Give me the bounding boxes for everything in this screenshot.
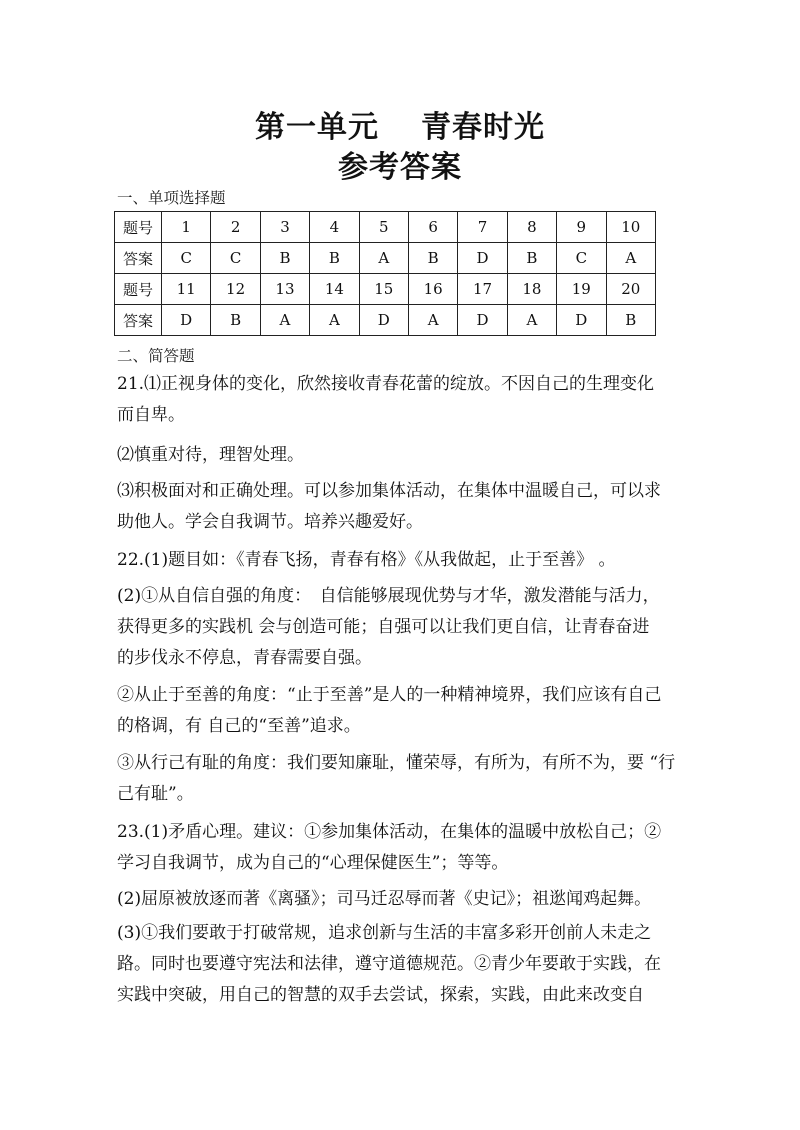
text-line: 的步伐永不停息，青春需要自强。 <box>117 648 372 668</box>
unit-number: 第一单元 <box>255 110 379 145</box>
table-cell: A <box>310 305 359 336</box>
text-line: 22.(1)题目如：《青春飞扬，青春有格》《从我做起，止于至善》 。 <box>117 550 616 570</box>
q23-answer-3 <box>117 918 685 1011</box>
text-line: 助他人。学会自我调节。培养兴趣爱好。 <box>117 512 423 532</box>
table-cell: 20 <box>606 274 655 305</box>
text-line: ⑵慎重对待，理智处理。 <box>117 445 304 465</box>
text-line: 实践中突破，用自己的智慧的双手去尝试，探索，实践，由此来改变自 <box>117 985 644 1005</box>
table-cell: 1 <box>162 212 211 243</box>
q22-answer-3 <box>117 680 685 742</box>
text-line: 获得更多的实践机 会与创造可能；自强可以让我们更自信，让青春奋进 <box>117 617 650 637</box>
section-heading-choice: 一、单项选择题 <box>117 189 226 207</box>
q21-answer-3 <box>117 476 685 538</box>
q22-answer-2 <box>117 581 685 674</box>
text-line: ⑶积极面对和正确处理。可以参加集体活动，在集体中温暖自己，可以求 <box>117 481 661 501</box>
table-row <box>115 274 656 305</box>
table-cell: B <box>408 243 457 274</box>
table-cell: D <box>162 305 211 336</box>
table-cell: B <box>507 243 556 274</box>
text-line: (2)屈原被放逐而著《离骚》；司马迁忍辱而著《史记》；祖逖闻鸡起舞。 <box>117 889 652 909</box>
text-line: 路。同时也要遵守宪法和法律，遵守道德规范。②青少年要敢于实践，在 <box>117 954 661 974</box>
row-header: 题号 <box>115 274 162 305</box>
table-cell: 8 <box>507 212 556 243</box>
table-cell: B <box>211 305 260 336</box>
row-header: 答案 <box>115 243 162 274</box>
table-cell: B <box>260 243 309 274</box>
answer-key-title: 参考答案 <box>338 150 462 185</box>
q21-answer-1 <box>117 369 685 431</box>
text-line: 23.(1)矛盾心理。建议：①参加集体活动，在集体的温暖中放松自己；② <box>117 822 662 842</box>
unit-name: 青春时光 <box>421 110 545 145</box>
text-line: 学习自我调节，成为自己的“心理保健医生”；等等。 <box>117 853 509 873</box>
table-cell: 11 <box>162 274 211 305</box>
table-cell: 15 <box>359 274 408 305</box>
table-cell: A <box>359 243 408 274</box>
table-cell: B <box>606 305 655 336</box>
q23-answer-1 <box>117 817 685 879</box>
q21-answer-2 <box>117 440 685 471</box>
row-header: 题号 <box>115 212 162 243</box>
text-line: (2)①从自信自强的角度： 自信能够展现优势与才华，激发潜能与活力， <box>117 586 660 606</box>
table-cell: 17 <box>458 274 507 305</box>
table-cell: A <box>260 305 309 336</box>
table-row <box>115 243 656 274</box>
table-cell: 5 <box>359 212 408 243</box>
answer-table <box>114 211 656 336</box>
text-line: ③从行己有耻的角度：我们要知廉耻，懂荣辱，有所为，有所不为，要 “行 <box>117 753 676 773</box>
text-line: 而自卑。 <box>117 405 185 425</box>
table-row <box>115 212 656 243</box>
table-cell: 16 <box>408 274 457 305</box>
unit-title <box>0 102 800 146</box>
table-cell: D <box>458 305 507 336</box>
table-cell: C <box>211 243 260 274</box>
table-cell: 2 <box>211 212 260 243</box>
table-cell: D <box>359 305 408 336</box>
text-line: (3)①我们要敢于打破常规，追求创新与生活的丰富多彩开创前人未走之 <box>117 923 652 943</box>
table-cell: 7 <box>458 212 507 243</box>
table-cell: 4 <box>310 212 359 243</box>
table-cell: A <box>507 305 556 336</box>
table-cell: 10 <box>606 212 655 243</box>
text-line: ②从止于至善的角度：“止于至善”是人的一种精神境界，我们应该有自己 <box>117 685 662 705</box>
table-cell: 9 <box>557 212 606 243</box>
table-cell: B <box>310 243 359 274</box>
table-cell: 12 <box>211 274 260 305</box>
table-cell: D <box>458 243 507 274</box>
text-line: 己有耻”。 <box>117 784 194 804</box>
table-cell: 19 <box>557 274 606 305</box>
table-cell: D <box>557 305 606 336</box>
table-cell: A <box>606 243 655 274</box>
section-heading-short-answer: 二、简答题 <box>117 347 195 365</box>
table-cell: A <box>408 305 457 336</box>
text-line: 的格调，有 自己的“至善”追求。 <box>117 716 361 736</box>
table-row <box>115 305 656 336</box>
table-cell: C <box>557 243 606 274</box>
table-cell: 13 <box>260 274 309 305</box>
table-cell: C <box>162 243 211 274</box>
q23-answer-2 <box>117 884 685 915</box>
q22-answer-4 <box>117 748 685 810</box>
q22-answer-1 <box>117 545 685 576</box>
table-cell: 18 <box>507 274 556 305</box>
table-cell: 6 <box>408 212 457 243</box>
text-line: 21.⑴正视身体的变化，欣然接收青春花蕾的绽放。不因自己的生理变化 <box>117 374 655 394</box>
table-cell: 3 <box>260 212 309 243</box>
table-cell: 14 <box>310 274 359 305</box>
row-header: 答案 <box>115 305 162 336</box>
